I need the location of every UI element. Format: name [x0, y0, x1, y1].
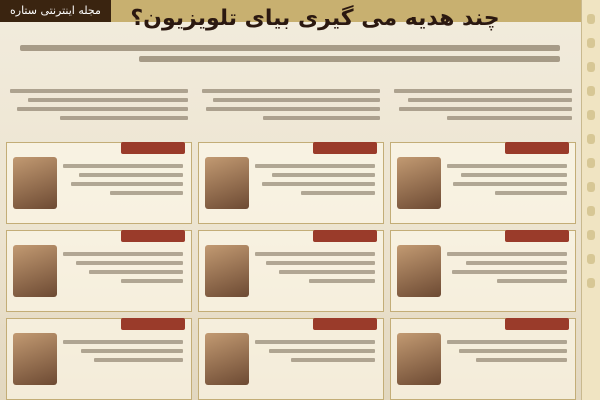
- profile-card: [390, 230, 576, 312]
- profile-card: [198, 230, 384, 312]
- profile-card: [6, 142, 192, 224]
- profile-photo: [13, 157, 57, 209]
- profile-card: [390, 142, 576, 224]
- question-mark-ornament: [538, 6, 560, 34]
- profile-photo: [397, 333, 441, 385]
- profile-card: [6, 318, 192, 400]
- profile-card: [390, 318, 576, 400]
- sidebar-strip: [581, 0, 600, 400]
- column-prose: [198, 82, 384, 138]
- profile-photo: [205, 157, 249, 209]
- card-tag: [505, 318, 569, 330]
- profile-photo: [13, 245, 57, 297]
- profile-photo: [397, 245, 441, 297]
- profile-photo: [205, 333, 249, 385]
- column-middle: [198, 82, 384, 400]
- card-tag: [505, 230, 569, 242]
- profile-photo: [397, 157, 441, 209]
- card-tag: [313, 142, 377, 154]
- column-prose: [390, 82, 576, 138]
- column-left: [6, 82, 192, 400]
- card-tag: [313, 230, 377, 242]
- card-tag: [505, 142, 569, 154]
- profile-photo: [13, 333, 57, 385]
- article-columns: [6, 82, 576, 400]
- profile-card: [6, 230, 192, 312]
- column-right: [390, 82, 576, 400]
- site-watermark: مجله اینترنتی ستاره: [0, 0, 111, 22]
- profile-card: [198, 142, 384, 224]
- intro-paragraph: [20, 40, 560, 74]
- profile-card: [198, 318, 384, 400]
- headline: چند هدیه می گیری بیای تلویزیون؟: [130, 6, 500, 31]
- profile-photo: [205, 245, 249, 297]
- column-prose: [6, 82, 192, 138]
- card-tag: [121, 230, 185, 242]
- card-tag: [313, 318, 377, 330]
- card-tag: [121, 318, 185, 330]
- card-tag: [121, 142, 185, 154]
